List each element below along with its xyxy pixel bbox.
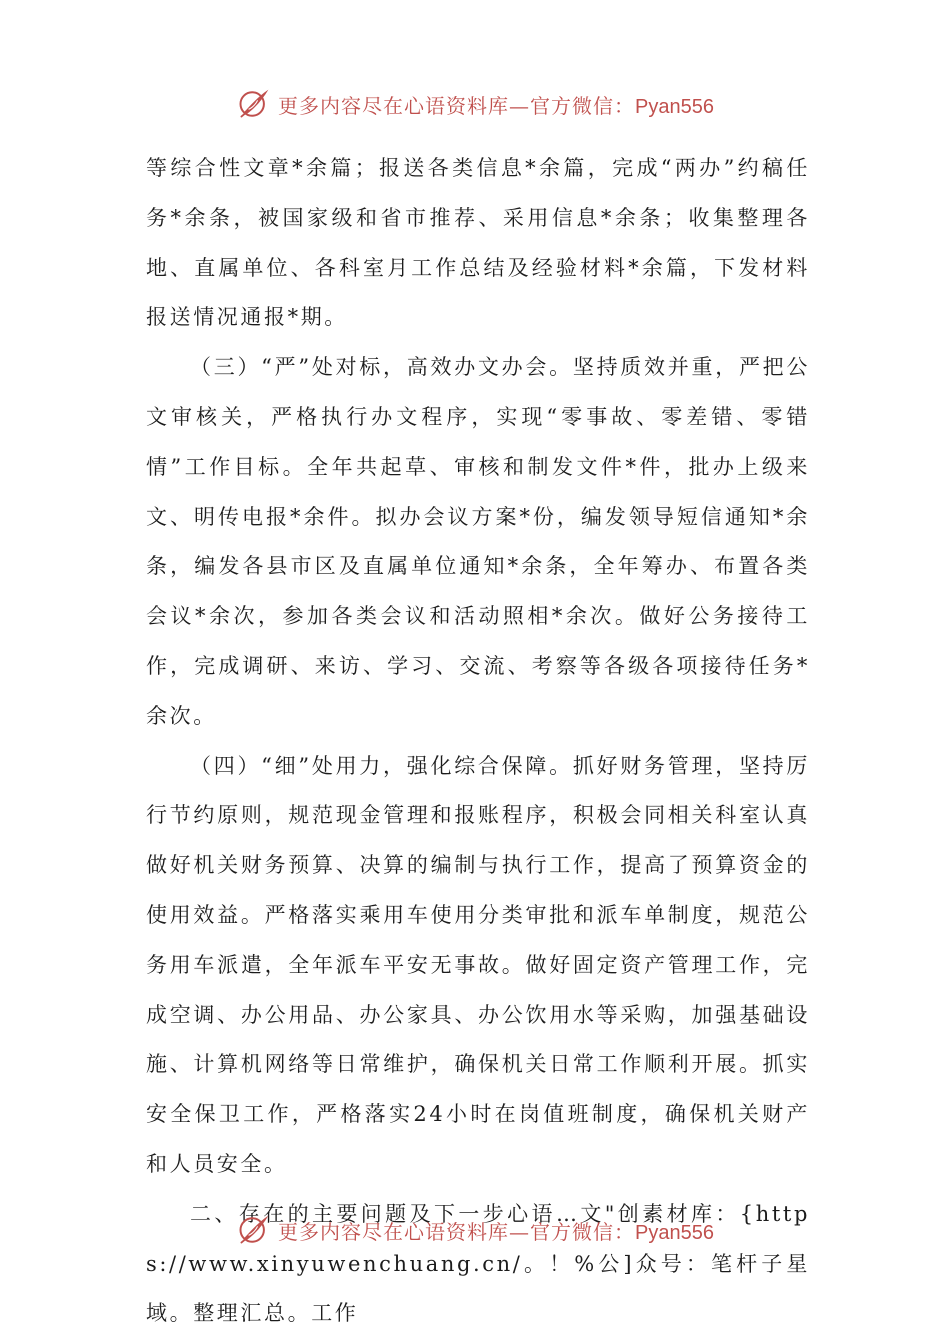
paragraph-section-3: （三）“严”处对标，高效办文办会。坚持质效并重，严把公文审核关，严格执行办文程序，实现“零事故、零差错、零错情”工作目标。全年共起草、审核和制发文件*件，批办上级来文、明传电报*余件。拟办会议方案*份，编发领导短信通知*余条，编发各县市区及直属单位通知*余条，全年筹办、布置各类会议*余次，参加各类会议和活动照相*余次。做好公务接待工作，完成调研、来访、学习、交流、考察等各级各项接待任务*余次。	[146, 355, 810, 728]
wechat-id: Pyan556	[635, 95, 714, 118]
paragraph-1: 等综合性文章*余篇；报送各类信息*余篇，完成“两办”约稿任务*余条，被国家级和省市推荐、采用信息*余条；收集整理各地、直属单位、各科室月工作总结及经验材料*余篇，下发材料报送情况通报*期。	[146, 156, 810, 330]
wechat-id: Pyan556	[635, 1221, 714, 1244]
paragraph-section-4: （四）“细”处用力，强化综合保障。抓好财务管理，坚持厉行节约原则，规范现金管理和报账程序，积极会同相关科室认真做好机关财务预算、决算的编制与执行工作，提高了预算资金的使用效益。严格落实乘用车使用分类审批和派车单制度，规范公务用车派遣，全年派车平安无事故。做好固定资产管理工作，完成空调、办公用品、办公家具、办公饮用水等采购，加强基础设施、计算机网络等日常维护，确保机关日常工作顺利开展。抓实安全保卫工作，严格落实24小时在岗值班制度，确保机关财产和人员安全。	[146, 753, 810, 1176]
pen-quill-logo-icon	[236, 1212, 272, 1248]
footer-watermark	[0, 1210, 950, 1250]
watermark-text: 更多内容尽在心语资料库—官方微信：Pyan556	[278, 93, 714, 118]
pen-quill-logo-icon	[236, 86, 272, 122]
document-body	[146, 144, 810, 1339]
watermark-text: 更多内容尽在心语资料库—官方微信：Pyan556	[278, 1219, 714, 1244]
paragraph-problems-heading: 二、存在的主要问题及下一步心语…文"创素材库：{https://www.xinyuwenchuang.cn/。！%公]众号：笔杆子星域。整理汇总。工作	[146, 1201, 810, 1326]
header-watermark	[0, 84, 950, 124]
